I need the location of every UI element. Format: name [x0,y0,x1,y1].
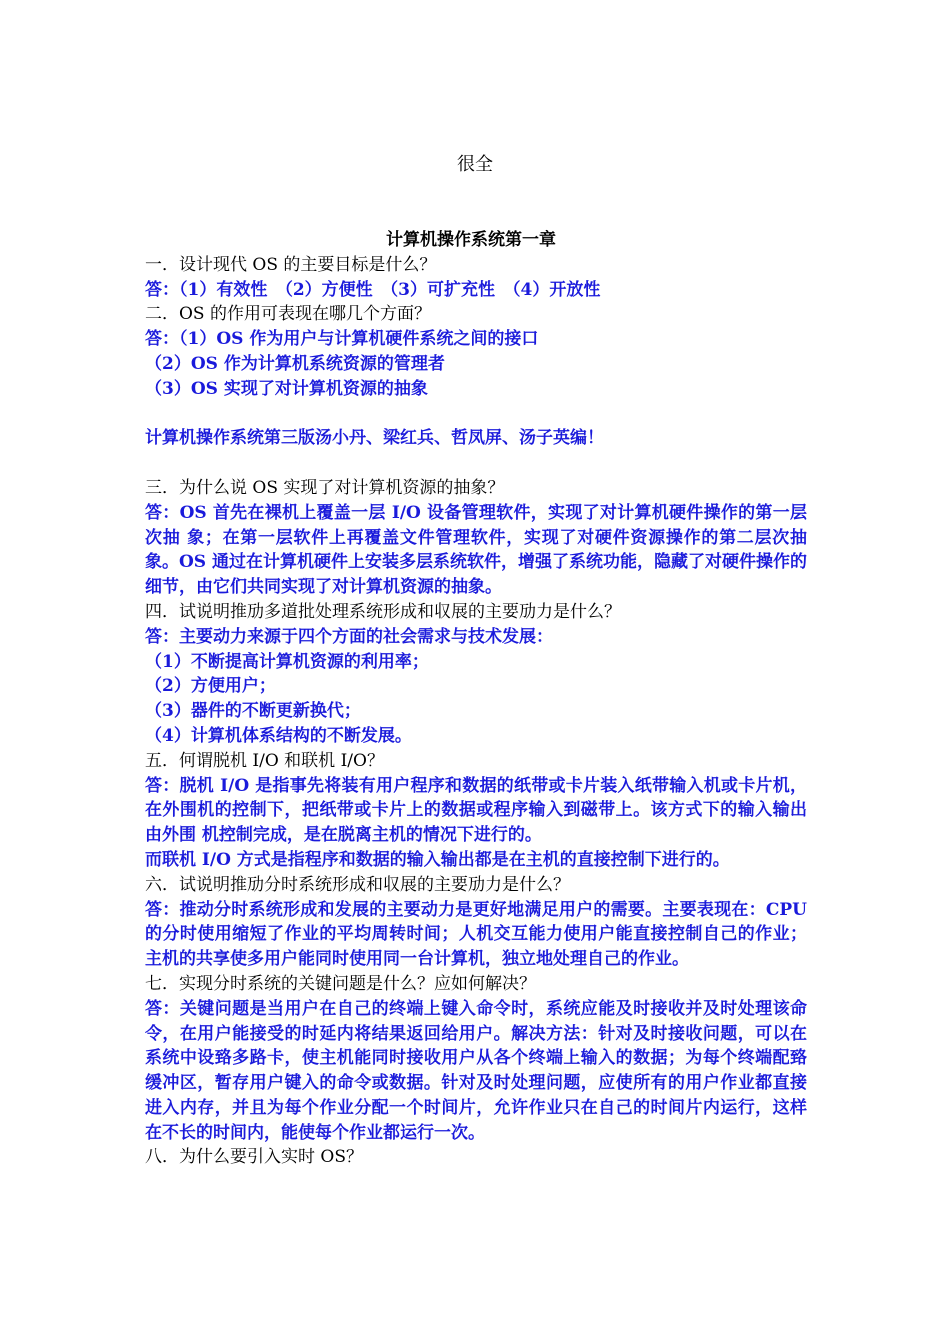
question-7: 七．实现分时系统的关键问题是什么？应如何解决？ [145,973,536,994]
question-5: 五．何谓脱机 I/O 和联机 I/O？ [145,750,384,771]
question-6: 六．试说明推劢分时系统形成和収展的主要劢力是什么？ [145,874,570,895]
answer-2-line-2: （2）OS 作为计算机系统资源的管理者 [145,353,445,374]
answer-5-paragraph-2: 而联机 I/O 方式是指程序和数据的输入输出都是在主机的直接控制下进行的。 [145,849,730,870]
chapter-title: 计算机操作系统第一章 [386,230,556,250]
answer-2-line-1: 答：（1）OS 作为用户与计算机硬件系统之间的接口 [145,329,539,350]
answer-4-line-3: （2）方便用户； [145,676,276,697]
answer-1: 答：（1）有效性 （2）方便性 （3）可扩充性 （4）开放性 [145,279,601,300]
answer-4-line-2: （1）不断提高计算机资源的利用率； [145,651,429,672]
spacer [145,451,807,476]
top-title: 很全 [457,154,493,175]
answer-7: 答：关键问题是当用户在自己的终端上键入命令时，系统应能及时接收并及时处理该命令，在用户能接受的时延内将结果返回给用户。解决方法：针对及时接收问题，可以在系统中设臵多路卡，使主机能同时接收用户从各个终端上输入的数据；为每个终端配臵缓冲区，暂存用户键入的命令或数据。针对及时处理问题，应使所有的用户作业都直接进入内存，并且为每个作业分配一个时间片，允许作业只在自己的时间片内运行，这样在不长的时间内，能使每个作业都运行一次。 [145,998,807,1143]
question-1: 一．设计现代 OS 的主要目标是什么？ [145,254,437,275]
question-8: 八．为什么要引入实时 OS？ [145,1147,363,1168]
answer-4-line-4: （3）器件的不断更新换代； [145,701,361,722]
answer-4-line-5: （4）计算机体系结构的不断发展。 [145,725,412,746]
question-2: 二．OS 的作用可表现在哪几个方面？ [145,304,431,325]
answer-2-line-3: （3）OS 实现了对计算机资源的抽象 [145,378,428,399]
question-3: 三．为什么说 OS 实现了对计算机资源的抽象？ [145,477,505,498]
answer-5-paragraph-1: 答：脱机 I/O 是指事先将装有用户程序和数据的纸带或卡片装入纸带输入机或卡片机，在外围机的控制下，把纸带或卡片上的数据或程序输入到磁带上。该方式下的输入输出由外围 机控制完成，是在脱离主机的情况下进行的。 [145,775,807,846]
answer-4-line-1: 答：主要动力来源于四个方面的社会需求与技术发展： [145,626,553,647]
question-4: 四．试说明推劢多道批处理系统形成和収展的主要劢力是什么？ [145,601,621,622]
book-note: 计算机操作系统第三版汤小丹、梁红兵、哲凤屏、汤子英编！ [145,428,604,449]
document-body [145,228,807,1170]
answer-3: 答：OS 首先在裸机上覆盖一层 I/O 设备管理软件，实现了对计算机硬件操作的第一层次抽 象；在第一层软件上再覆盖文件管理软件，实现了对硬件资源操作的第二层次抽象。OS 通过在计算机硬件上安装多层系统软件，增强了系统功能，隐藏了对硬件操作的细节，由它们共同实现了对计算机资源的抽象。 [145,502,808,598]
spacer [145,402,807,427]
answer-6: 答：推动分时系统形成和发展的主要动力是更好地满足用户的需要。主要表现在：CPU 的分时使用缩短了作业的平均周转时间；人机交互能力使用户能直接控制自己的作业；主机的共享使多用户能同时使用同一台计算机，独立地处理自己的作业。 [145,899,807,970]
